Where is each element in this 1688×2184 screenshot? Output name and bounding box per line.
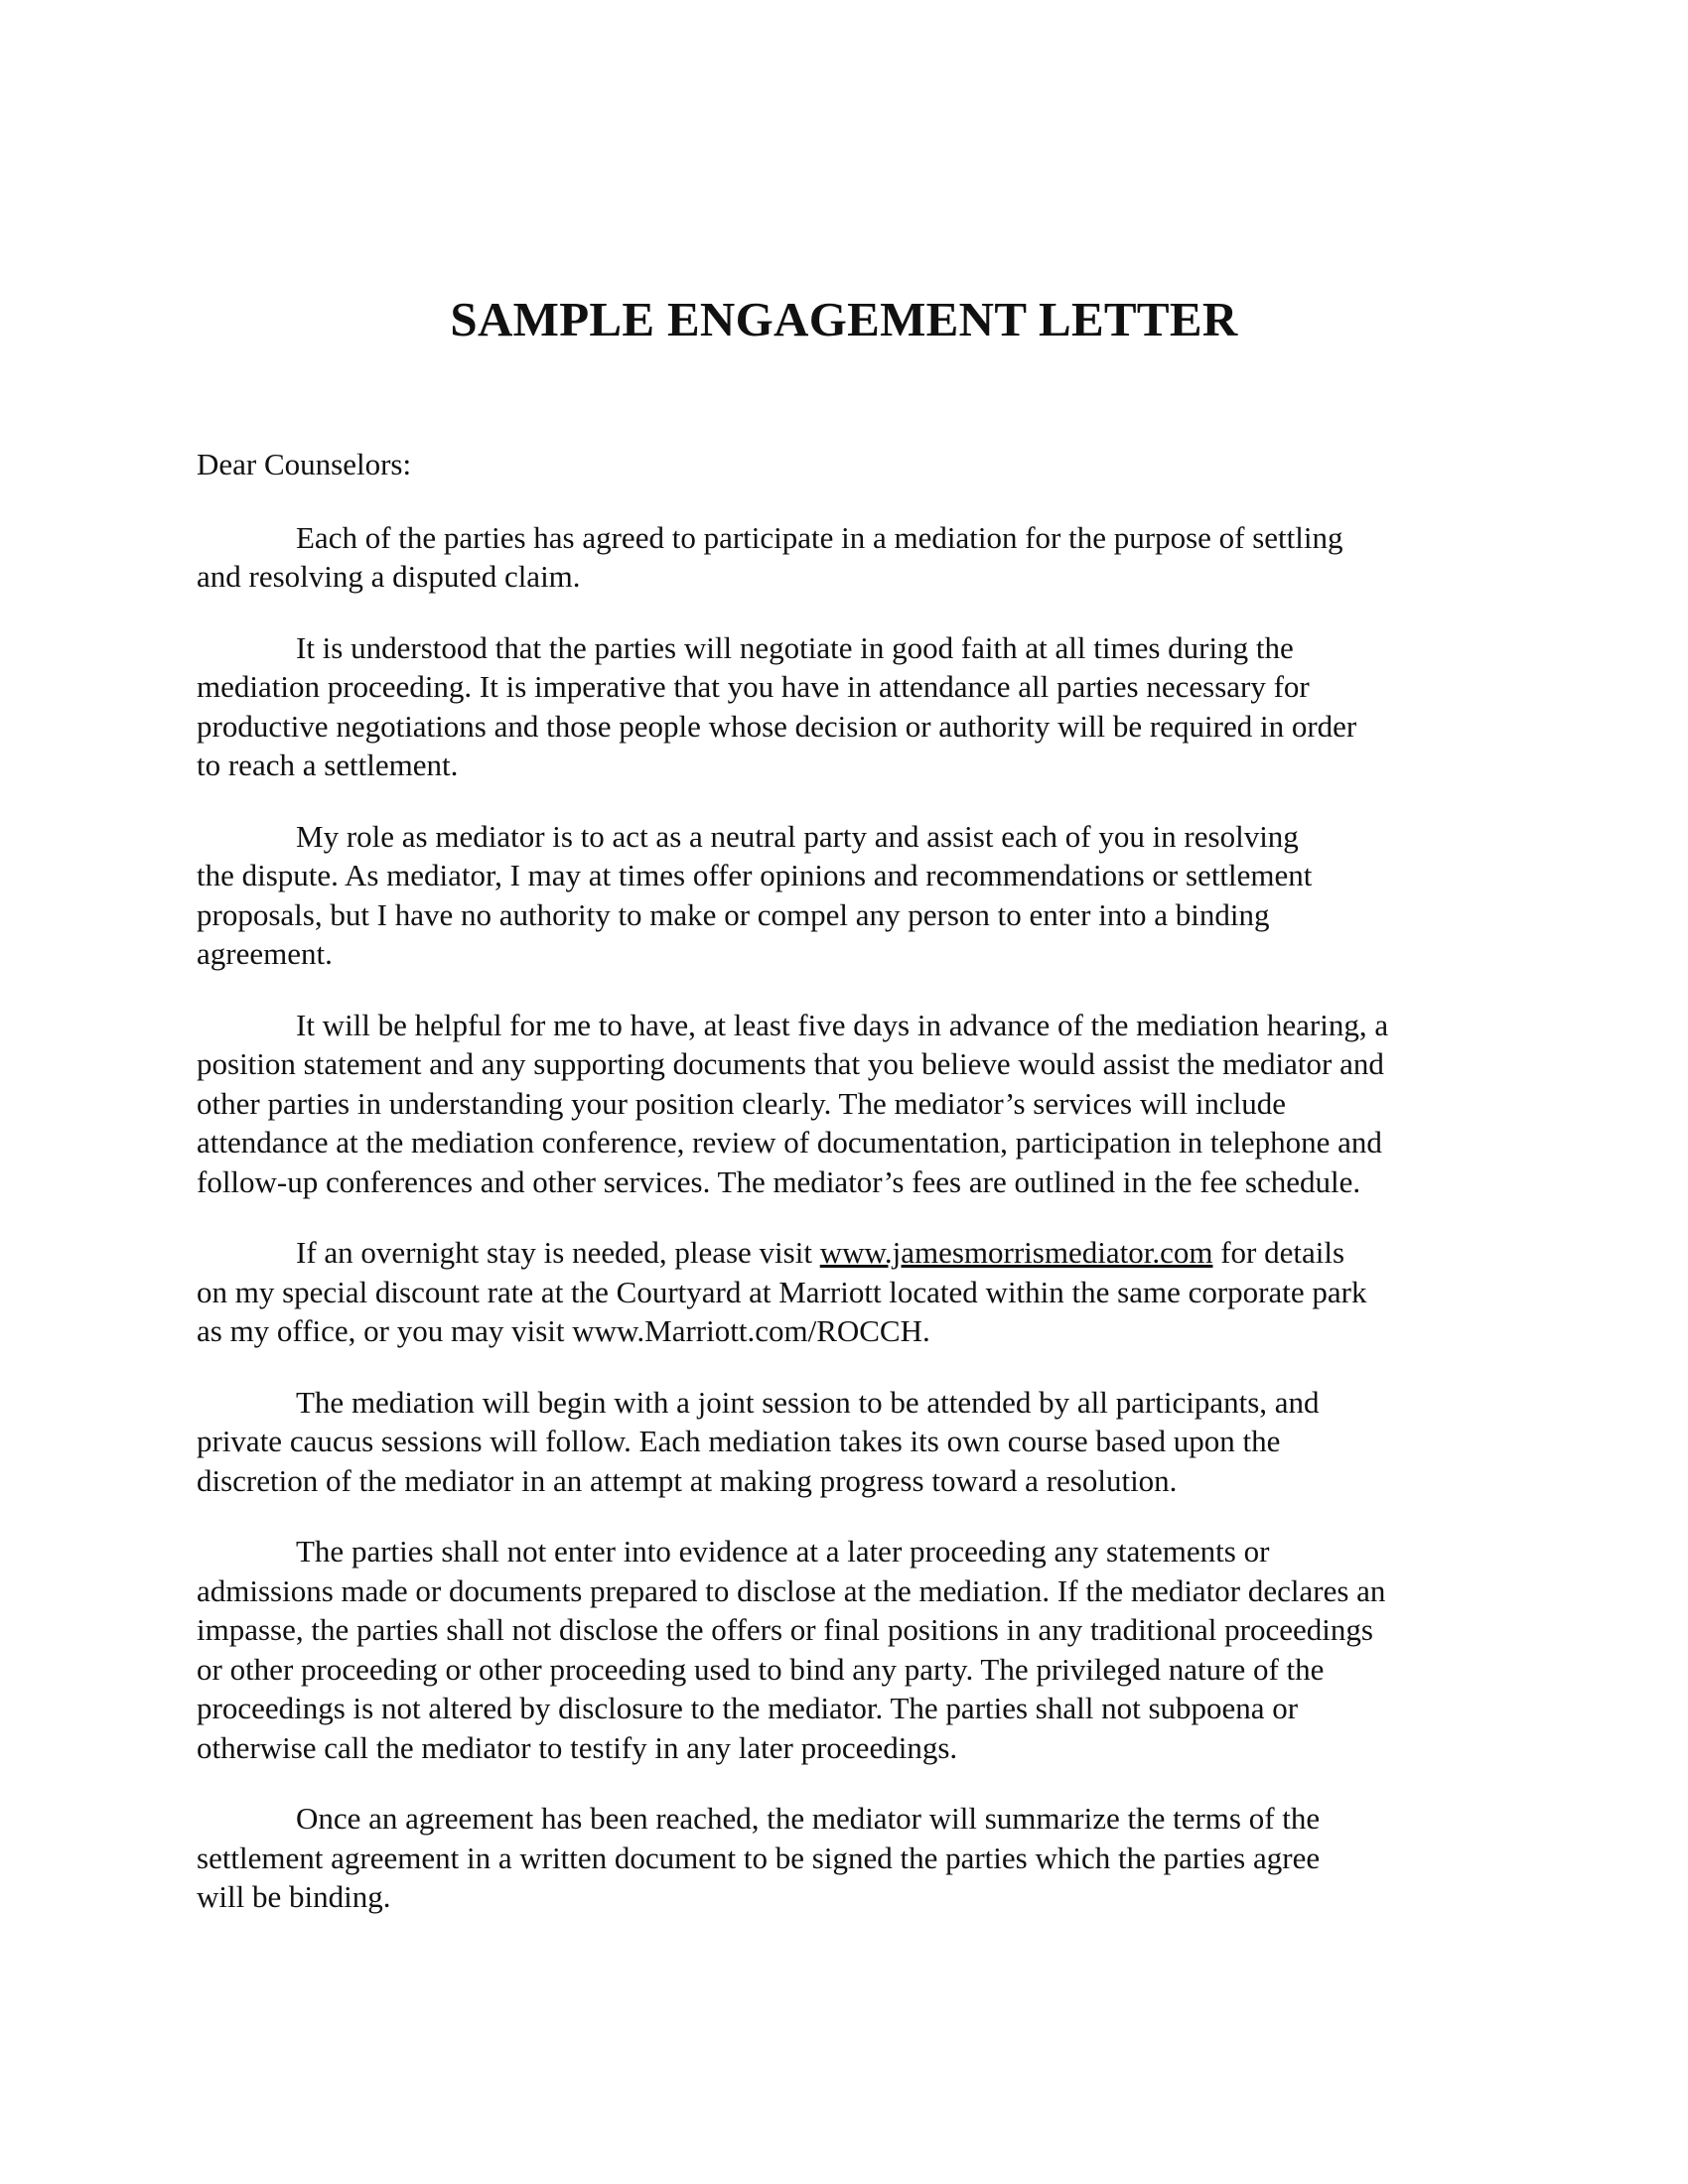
paragraph-joint-session — [197, 1383, 1497, 1501]
line-text: for details — [1212, 1235, 1345, 1270]
paragraph-line: agreement. — [197, 936, 333, 971]
paragraph-line: as my office, or you may visit www.Marriott.com/ROCCH. — [197, 1313, 930, 1348]
paragraph-line: admissions made or documents prepared to disclose at the mediation. If the mediator declares an — [197, 1572, 1386, 1608]
paragraph-line: mediation proceeding. It is imperative that you have in attendance all parties necessary for — [197, 669, 1310, 704]
paragraph-line: My role as mediator is to act as a neutral party and assist each of you in resolving — [296, 818, 1299, 854]
document-title: SAMPLE ENGAGEMENT LETTER — [450, 292, 1238, 346]
paragraph-agreement — [197, 1799, 1497, 1917]
mediator-website-link[interactable]: www.jamesmorrismediator.com — [819, 1235, 1213, 1270]
salutation: Dear Counselors: — [197, 447, 412, 481]
paragraph-line: or other proceeding or other proceeding used to bind any party. The privileged nature of the — [197, 1651, 1325, 1687]
line-text: If an overnight stay is needed, please visit — [296, 1235, 820, 1270]
paragraph-line: Once an agreement has been reached, the mediator will summarize the terms of the — [296, 1801, 1321, 1836]
paragraph-line: The mediation will begin with a joint session to be attended by all participants, and — [296, 1384, 1320, 1420]
paragraph-line — [197, 1233, 1497, 1273]
paragraph-line: to reach a settlement. — [197, 748, 459, 782]
paragraph-overnight-stay — [197, 1233, 1497, 1351]
paragraph-line: impasse, the parties shall not disclose the offers or final positions in any traditional proceedings — [197, 1612, 1373, 1647]
paragraph-line: on my special discount rate at the Courtyard at Marriott located within the same corporate park — [197, 1274, 1367, 1309]
paragraph-line: The parties shall not enter into evidence at a later proceeding any statements or — [296, 1534, 1270, 1569]
paragraph-line: productive negotiations and those people whose decision or authority will be required in order — [197, 708, 1357, 744]
paragraph-line: and resolving a disputed claim. — [197, 559, 581, 594]
paragraph-line: position statement and any supporting documents that you believe would assist the mediator and — [197, 1046, 1384, 1081]
paragraph-good-faith — [197, 628, 1497, 785]
paragraph-line: It will be helpful for me to have, at least five days in advance of the mediation hearing, a — [296, 1007, 1389, 1042]
paragraph-line: will be binding. — [197, 1879, 391, 1914]
letter-body — [197, 445, 1497, 1949]
paragraph-line: follow-up conferences and other services. The mediator’s fees are outlined in the fee schedule. — [197, 1163, 1361, 1199]
paragraph-line: discretion of the mediator in an attempt at making progress toward a resolution. — [197, 1462, 1178, 1498]
paragraph-line: otherwise call the mediator to testify in any later proceedings. — [197, 1729, 958, 1765]
paragraph-line: proceedings is not altered by disclosure to the mediator. The parties shall not subpoena or — [197, 1691, 1299, 1725]
paragraph-line: settlement agreement in a written document to be signed the parties which the parties agree — [197, 1840, 1321, 1875]
paragraph-line: other parties in understanding your position clearly. The mediator’s services will include — [197, 1085, 1287, 1121]
paragraph-participation — [197, 518, 1497, 597]
paragraph-confidentiality — [197, 1532, 1497, 1767]
paragraph-line: Each of the parties has agreed to participate in a mediation for the purpose of settling — [296, 519, 1343, 555]
paragraph-mediator-role — [197, 817, 1497, 974]
paragraph-line: the dispute. As mediator, I may at times offer opinions and recommendations or settlement — [197, 858, 1313, 892]
paragraph-line: private caucus sessions will follow. Each mediation takes its own course based upon the — [197, 1424, 1281, 1458]
paragraph-line: proposals, but I have no authority to make or compel any person to enter into a binding — [197, 896, 1270, 932]
paragraph-position-statement — [197, 1006, 1497, 1202]
paragraph-line: It is understood that the parties will negotiate in good faith at all times during the — [296, 629, 1294, 665]
paragraph-line: attendance at the mediation conference, review of documentation, participation in telephone and — [197, 1125, 1382, 1160]
